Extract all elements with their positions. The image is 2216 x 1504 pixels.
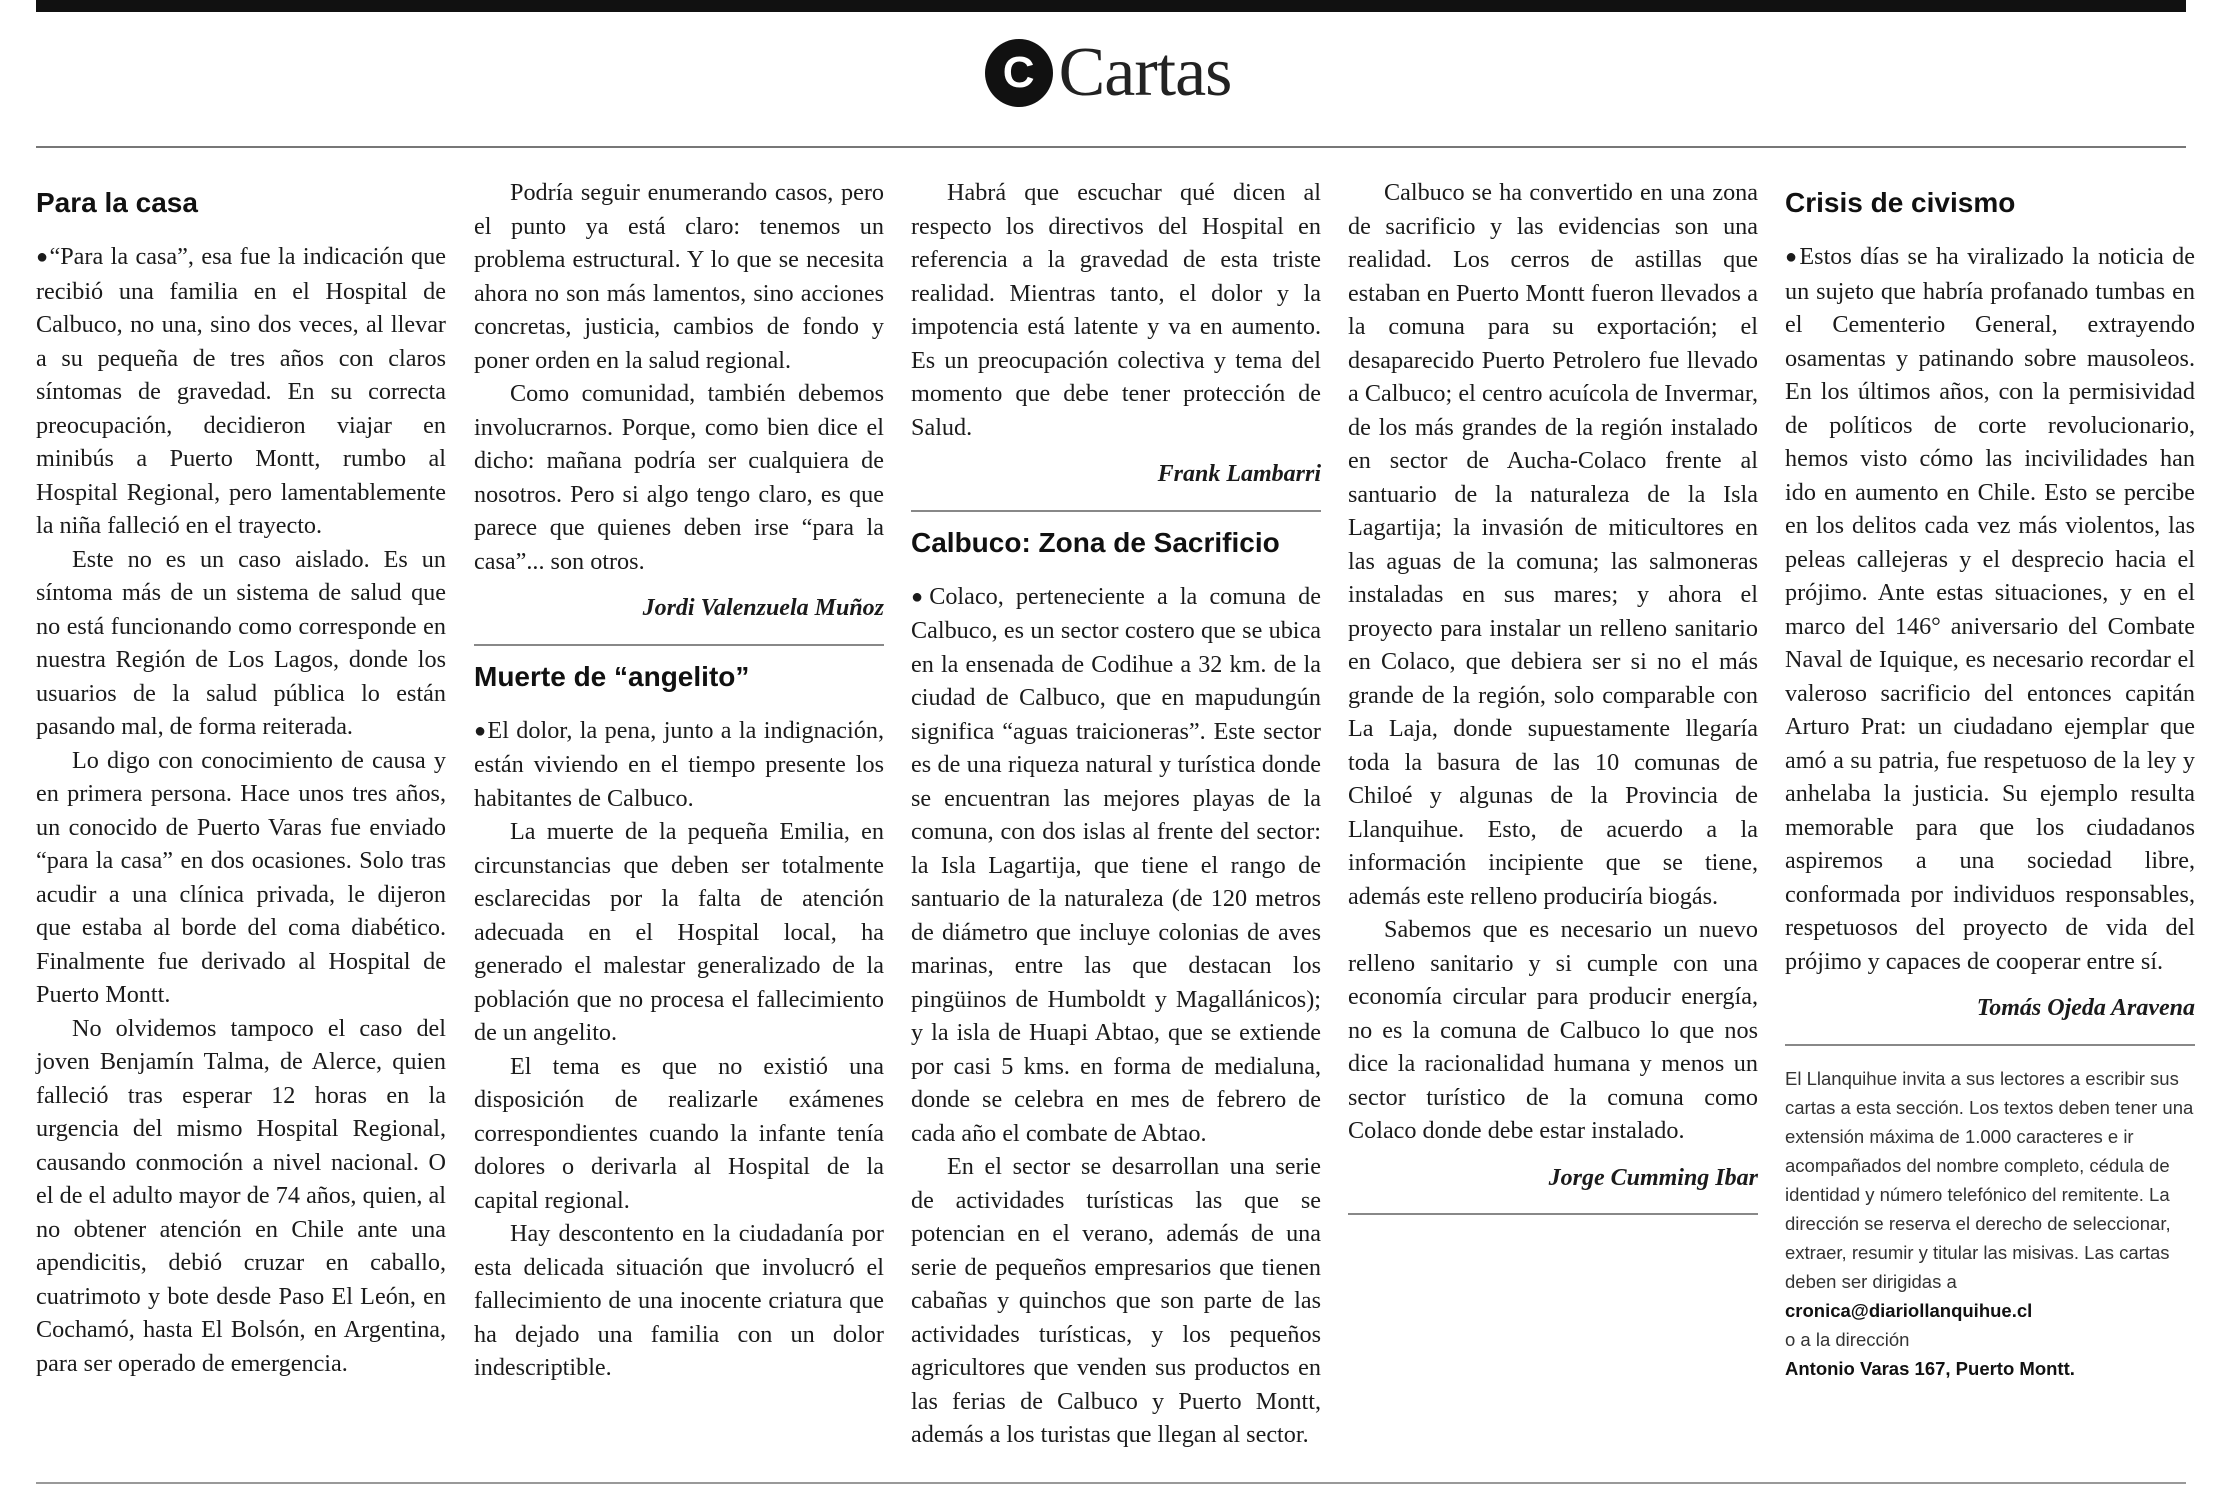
article-paragraph: ●El dolor, la pena, junto a la indignación, están viviendo en el tiempo presente los habitantes de Calbuco. (474, 716, 884, 812)
article-paragraph: Hay descontento en la ciudadanía por esta delicada situación que involucró el fallecimiento de una inocente criatura que ha dejado una familia con un dolor indescriptible. (474, 1220, 884, 1381)
column-5 (1785, 176, 2195, 1383)
article-divider (1348, 1213, 1758, 1215)
signature-para-la-casa: Jordi Valenzuela Muñoz (642, 595, 884, 621)
column-3 (911, 176, 1321, 1452)
article-title-angelito: Muerte de “angelito” (474, 660, 750, 692)
article-paragraph: La muerte de la pequeña Emilia, en circunstancias que deben ser totalmente esclarecidas por la falta de atención adecuada en el Hospital local, ha generado el malestar generalizado de la población que no procesa el fallecimiento de un angelito. (474, 818, 884, 1046)
article-paragraph: ●“Para la casa”, esa fue la indicación que recibió una familia en el Hospital de Calbuco, no una, sino dos veces, al llevar a su pequeña de tres años con claros síntomas de gravedad. En su correcta preocupación, decidieron viajar en minibús a Puerto Montt, rumbo al Hospital Regional, pero lamentablemente la niña falleció en el trayecto. (36, 243, 446, 539)
bottom-rule (36, 1482, 2186, 1484)
article-paragraph: En el sector se desarrollan una serie de actividades turísticas las que se potencian en el verano, además de una serie de pequeños empresarios que tienen cabañas y quinchos que son parte de las actividades turísticas, y los pequeños agricultores que venden sus productos en las ferias de Calbuco y Puerto Montt, además a los turistas que llegan al sector. (911, 1153, 1321, 1448)
article-paragraph: Lo digo con conocimiento de causa y en primera persona. Hace unos tres años, un conocido de Puerto Varas fue enviado “para la casa” en dos ocasiones. Solo tras acudir a una clínica privada, le dijeron que estaba al borde del coma diabético. Finalmente fue derivado al Hospital de Puerto Montt. (36, 746, 446, 1008)
signature-angelito: Frank Lambarri (1157, 461, 1321, 487)
article-paragraph: ●Estos días se ha viralizado la noticia de un sujeto que habría profanado tumbas en el Cementerio General, extrayendo osamentas y patinando sobre mausoleos. En los últimos años, con la permisividad de políticos de corte revolucionario, hemos visto cómo las incivilidades han ido en aumento en Chile. Esto se percibe en los delitos cada vez más violentos, las peleas callejeras y el desprecio hacia el prójimo. Ante estas situaciones, y en el marco del 146° aniversario del Combate Naval de Iquique, es necesario recordar el valeroso sacrificio del entonces capitán Arturo Prat: un ciudadano ejemplar que amó a su patria, fue respetuoso de la ley y anhelaba la justicia. Su ejemplo resulta memorable para que los ciudadanos aspiremos a una sociedad libre, conformada por individuos responsables, respetuosos del proyecto de vida del prójimo y capaces de cooperar entre sí. (1785, 243, 2195, 975)
column-2 (474, 176, 884, 1385)
article-paragraph: Habrá que escuchar qué dicen al respecto los directivos del Hospital en referencia a la gravedad de esta triste realidad. Mientras tanto, el dolor y la impotencia está latente y va en aumento. Es un preocupación colectiva y tema del momento que debe tener protección de Salud. (911, 179, 1321, 441)
bullet-icon: ● (1785, 246, 1800, 268)
article-paragraph: Este no es un caso aislado. Es un síntoma más de un sistema de salud que no está funcionando como corresponde en nuestra Región de Los Lagos, donde los usuarios de la salud pública lo están pasando mal, de forma reiterada. (36, 545, 446, 740)
article-paragraph: Podría seguir enumerando casos, pero el punto ya está claro: tenemos un problema estructural. Y lo que se necesita ahora no son más lamentos, sino acciones concretas, justicia, cambios de fondo y poner orden en la salud regional. (474, 179, 884, 374)
top-rule (36, 0, 2186, 12)
article-paragraph: Como comunidad, también debemos involucrarnos. Porque, como bien dice el dicho: mañana podría ser cualquiera de nosotros. Pero si algo tengo claro, es que parece que quienes deben irse “para la casa”... son otros. (474, 380, 884, 575)
article-paragraph: ●Colaco, perteneciente a la comuna de Calbuco, es un sector costero que se ubica en la ensenada de Codihue a 32 km. de la ciudad de Calbuco, que en mapudungún significa “aguas traicioneras”. Este sector es de una riqueza natural y turística donde se encuentran las mejores playas de la comuna, con dos islas al frente del sector: la Isla Lagartija, que tiene el rango de santuario de la naturaleza (de 120 metros de diámetro que incluye colonias de aves marinas, entre las que destacan los pingüinos de Humboldt y Magallánicos); y la isla de Huapi Abtao, que se extiende por casi 5 kms. en forma de medialuna, donde se celebra en mes de febrero de cada año el combate de Abtao. (911, 582, 1321, 1147)
notice-text: El Llanquihue invita a sus lectores a escribir sus cartas a esta sección. Los textos deben tener una extensión máxima de 1.000 caracteres e ir acompañados del nombre completo, cédula de identidad y número telefónico del remitente. La dirección se reserva el derecho de seleccionar, extraer, resumir y titular las misivas. Las cartas deben ser dirigidas a (1785, 1067, 2194, 1292)
signature-calbuco: Jorge Cumming Ibar (1548, 1164, 1758, 1191)
article-paragraph: Calbuco se ha convertido en una zona de sacrificio y las evidencias son una realidad. Los cerros de astillas que estaban en Puerto Montt fueron llevados a la comuna para su exportación; el desaparecido Puerto Petrolero fue llevado a Calbuco; el centro acuícola de Invermar, de los más grandes de la región instalado en sector de Aucha-Colaco frente al santuario de la naturaleza de la Isla Lagartija; la invasión de miticultores en las aguas de la comuna; las salmoneras instaladas en sus mares; y ahora el proyecto para instalar un relleno sanitario en Colaco, que debiera ser si no el más grande de la región, solo comparable con La Laja, donde supuestamente llegaría toda la basura de las 10 comunas de Chiloé y algunas de la Provincia de Llanquihue. Esto, de acuerdo a la información incipiente que se tiene, además este relleno produciría biogás. (1348, 179, 1758, 910)
article-title-calbuco: Calbuco: Zona de Sacrificio (911, 526, 1280, 558)
article-divider (474, 644, 884, 646)
header-divider (36, 146, 2186, 148)
article-paragraph: El tema es que no existió una disposición de realizarle exámenes correspondientes cuando la infante tenía dolores o derivarla al Hospital de la capital regional. (474, 1052, 884, 1214)
article-title-civismo: Crisis de civismo (1785, 187, 2016, 218)
notice-connector: o a la dirección (1785, 1328, 1910, 1350)
bullet-icon: ● (474, 719, 488, 742)
article-title-para-la-casa: Para la casa (36, 187, 198, 218)
submission-notice (1785, 1064, 2195, 1383)
bullet-icon: ● (36, 246, 50, 268)
column-4 (1348, 176, 1758, 1229)
article-paragraph: No olvidemos tampoco el caso del joven Benjamín Talma, de Alerce, quien falleció tras esperar 12 horas en la urgencia del mismo Hospital Regional, causando conmoción a nivel nacional. O el de el adulto mayor de 74 años, quien, al no obtener atención en Chile ante una apendicitis, debió cruzar en caballo, cuatrimoto y bote desde Paso El León, en Cochamó, hasta El Bolsón, en Argentina, para ser operado de emergencia. (36, 1014, 446, 1377)
signature-civismo: Tomás Ojeda Aravena (1976, 995, 2195, 1021)
article-divider (911, 510, 1321, 512)
notice-email[interactable]: cronica@diariollanquihue.cl (1785, 1299, 2033, 1321)
section-title: Cartas (1058, 34, 1232, 111)
notice-address: Antonio Varas 167, Puerto Montt. (1785, 1357, 2075, 1379)
column-1 (36, 176, 446, 1380)
section-masthead (0, 34, 2216, 111)
article-divider (1785, 1044, 2195, 1046)
section-logo-icon: C (985, 39, 1053, 107)
article-paragraph: Sabemos que es necesario un nuevo relleno sanitario y si cumple con una economía circular para producir energía, no es la comuna de Calbuco lo que nos dice la racionalidad humana y menos un sector turístico de la comuna como Colaco donde debe estar instalado. (1348, 916, 1758, 1144)
bullet-icon: ● (911, 585, 930, 608)
